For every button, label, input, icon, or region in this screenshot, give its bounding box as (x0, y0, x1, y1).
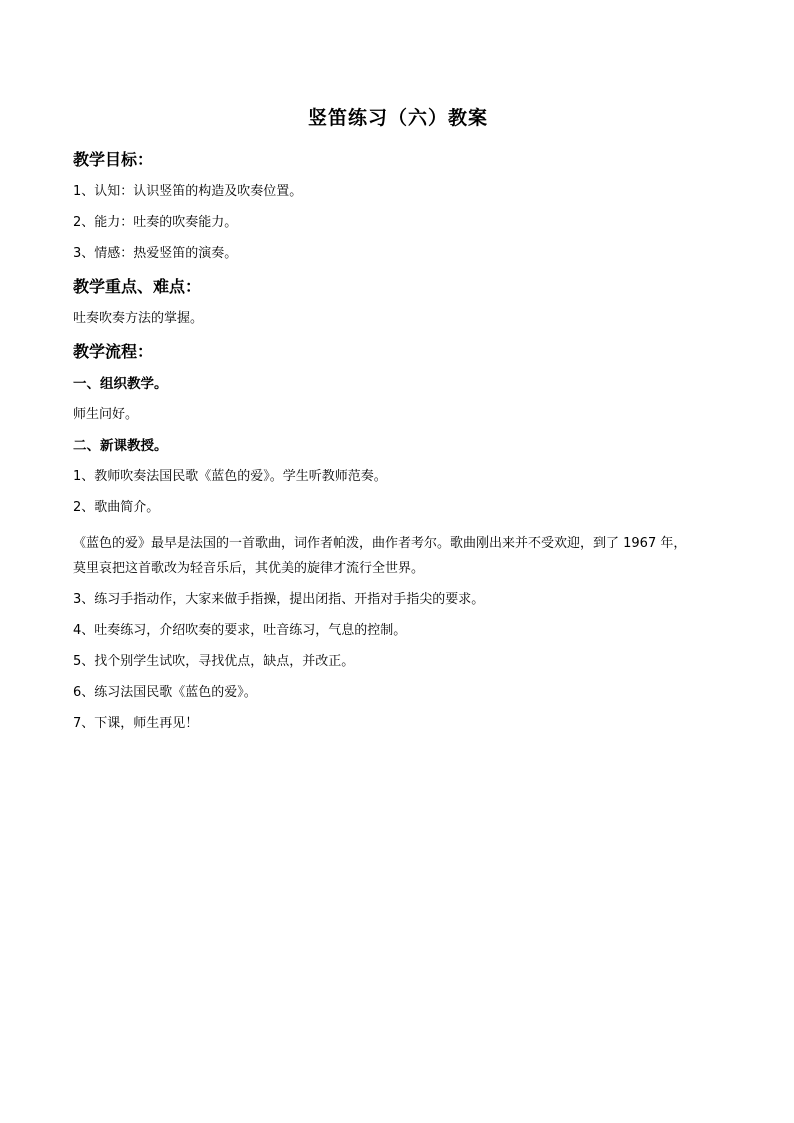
process-item-7: 7、下课，师生再见！ (73, 716, 199, 731)
process-item-5: 5、找个别学生试吹，寻找优点，缺点，并改正。 (73, 654, 355, 669)
song-intro-line-1: 《蓝色的爱》最早是法国的一首歌曲，词作者帕泼，曲作者考尔。歌曲刚出来并不受欢迎，到了 1967 年， (73, 536, 687, 551)
objective-item-2: 2、能力：吐奏的吹奏能力。 (73, 215, 238, 230)
process-part-1-heading: 一、组织教学。 (73, 376, 168, 392)
section-heading-objectives: 教学目标： (73, 150, 154, 169)
objective-item-3: 3、情感：热爱竖笛的演奏。 (73, 246, 238, 261)
song-intro-line-2: 莫里哀把这首歌改为轻音乐后，其优美的旋律才流行全世界。 (73, 561, 425, 576)
section-heading-key-points: 教学重点、难点： (73, 277, 202, 296)
process-part-2-heading: 二、新课教授。 (73, 438, 168, 454)
section-heading-process: 教学流程： (73, 342, 154, 361)
process-item-6: 6、练习法国民歌《蓝色的爱》。 (73, 685, 257, 700)
document-content (73, 104, 723, 745)
process-item-4: 4、吐奏练习，介绍吹奏的要求，吐音练习，气息的控制。 (73, 623, 407, 638)
process-part-1-text: 师生问好。 (73, 407, 139, 422)
process-item-1: 1、教师吹奏法国民歌《蓝色的爱》。学生听教师范奏。 (73, 469, 387, 484)
key-points-text: 吐奏吹奏方法的掌握。 (73, 311, 204, 326)
process-item-3: 3、练习手指动作，大家来做手指操，提出闭指、开指对手指尖的要求。 (73, 592, 485, 607)
document-title: 竖笛练习（六）教案 (307, 107, 488, 129)
process-item-2: 2、歌曲简介。 (73, 500, 160, 515)
objective-item-1: 1、认知：认识竖笛的构造及吹奏位置。 (73, 184, 303, 199)
